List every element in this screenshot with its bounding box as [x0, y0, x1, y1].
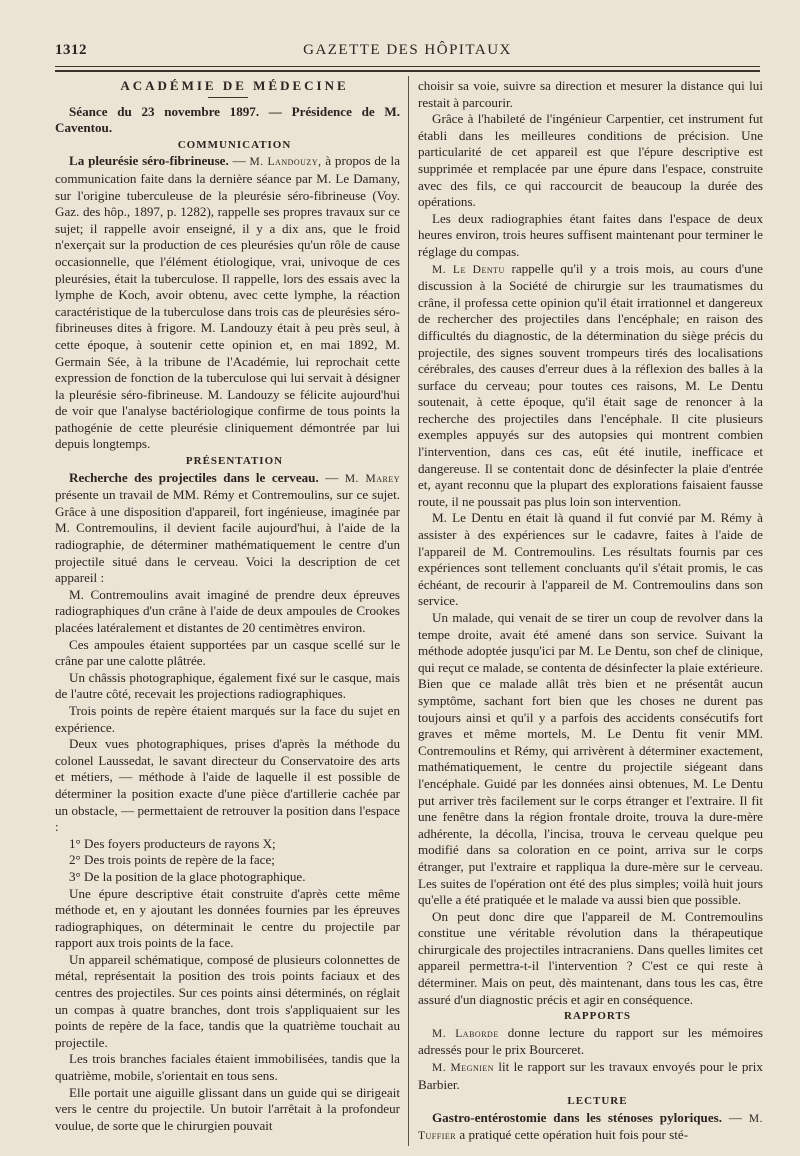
header-rule — [55, 66, 760, 67]
gastro-paragraph — [418, 1110, 763, 1145]
projectiles-author: M. Marey — [344, 472, 400, 485]
megnien-paragraph — [418, 1059, 763, 1093]
projectiles-title: Recherche des projectiles dans le cerveau. — [69, 469, 319, 485]
pleurisy-paragraph: La pleurésie séro-fibrineuse. — M. Landouzy, à propos de la communication faite dans la dernière séance par M. Le Damany, sur l'origine tuberculeuse de la pleurésie séro-fibrineuse (Voy. Gaz. des hôp., 1897, p. 1282), rappelle ses propres travaux sur ce sujet; il rappelle avoir enseigné, il y a dix ans, que le froid n'exerçait sur la production de ces pleurésies qu'un rôle de cause occasionnelle, que l'élément étiologique, vrai, univoque de ces pleurésies, était la tuberculose. Il rappelle, lors des essais avec la lymphe de Koch, avoir obtenu, avec cette lymphe, la réaction caractéristique de la tuberculose dans trois cas de pleurésies séro-fibrineuses dites à frigore. M. Landouzy était à peu près seul, à cette époque, à soutenir cette opinion et, en mai 1892, M. Germain Sée, à la tribune de l'Académie, lui reprochait cette expression de fonction de la tuberculose qui lui servait à désigner la pleurésie séro-fibrineuse. M. Landouzy se félicite aujourd'hui de voir que l'analyse bactériologique confirme de tous points la pathogénie de cette pleurésie cliniquement démontrée par lui depuis longtemps. — [55, 153, 401, 452]
dentu-text: rappelle qu'il y a trois mois, au cours d'une discussion à la Société de chirurgie sur les traumatismes du crâne, il professa cette opinion qu'il était irrationnel et dangereux de rechercher des projectiles dans l'encéphale; en raison des difficultés du diagnostic, de la détermination du siège précis du projectile, des signes souvent trompeurs tirés des localisations cérébrales, des causes d'erreur dues à la réflexion des balles à la surface du cerveau; pour toutes ces raisons, M. Le Dentu soutenait, à cette époque, qu'il était sage de renoncer à la recherche des projectiles dans l'encéphale. Il cite plusieurs exemples appuyés sur des autopsies qui montrent combien l'intervention, dans ces cas, eût été inutile, inefficace et dangereuse. Il se contentait donc de désinfecter la plaie d'entrée et, ayant reconnu que la plupart des explorations faisaient fausse route, il ne poussait pas plus loin son intervention. — [418, 260, 763, 509]
paragraph: Les trois branches faciales étaient immobilisées, tandis que la quatrième, mobile, s'orientait en tous sens. — [55, 1051, 400, 1084]
laborde-name: M. Laborde — [432, 1027, 499, 1040]
tuffier-text: a pratiqué cette opération huit fois pour sté- — [459, 1127, 689, 1143]
list-item: 2° Des trois points de repère de la face; — [69, 852, 275, 868]
presentation-heading: PRÉSENTATION — [185, 455, 284, 468]
paragraph: Deux vues photographiques, prises d'après la méthode du colonel Laussedat, le savant directeur du Conservatoire des arts et métiers, — méthode à l'aide de laquelle il est possible de déterminer la position exacte d'une pièce d'artillerie cachée par un obstacle, — permettaient de retrouver la position dans l'espace : — [55, 736, 400, 835]
list-item: 3° De la position de la glace photographique. — [69, 868, 306, 884]
dentu-name: M. Le Dentu — [432, 263, 505, 276]
paragraph: Les deux radiographies étant faites dans l'espace de deux heures environ, trois heures suffisent maintenant pour terminer le réglage du compas. — [418, 210, 763, 259]
pleurisy-text: à propos de la communication faite dans la dernière séance par M. Le Damany, sur l'origine tuberculeuse de la pleurésie séro-fibrineuse (Voy. Gaz. des hôp., 1897, p. 1282), rappelle ses propres travaux sur ce sujet; il rappelle avoir enseigné, il y a dix ans, que le froid n'exerçait sur la production de ces pleurésies qu'un rôle de cause occasionnelle, que l'élément étiologique, vrai, univoque de ces pleurésies, était la tuberculose. Il rappelle, lors des essais avec la lymphe de Koch, avoir obtenu, avec cette lymphe, la réaction caractéristique de la tuberculose dans trois cas de pleurésies séro-fibrineuses dites à frigore. M. Landouzy était à peu près seul, à cette époque, à soutenir cette opinion et, en mai 1892, M. Germain Sée, à la tribune de l'Académie, lui reprochait cette expression de fonction de la tuberculose qui lui servait à désigner la pleurésie séro-fibrineuse. M. Landouzy se félicite aujourd'hui de voir que l'analyse bactériologique confirme de tous points la pathogénie de cette pleurésie cliniquement démontrée par lui depuis longtemps. — [55, 153, 401, 452]
paragraph: Elle portait une aiguille glissant dans un guide qui se dirigeait vers le centre du projectile. Un butoir l'arrêtait à la profondeur voulue, de sorte que le chirurgien pouvait — [55, 1084, 400, 1133]
column-divider — [408, 76, 409, 1146]
lecture-heading: LECTURE — [567, 1095, 628, 1108]
paragraph: Grâce à l'habileté de l'ingénieur Carpentier, cet instrument fut établi dans les meilleures conditions de précision. Une particularité de cet appareil est que l'épure descriptive est supprimée et remplacée par une épure dans l'espace, construite avec des fils, ce qui raccourcit de beaucoup la durée des opérations. — [418, 111, 763, 210]
paragraph: Un appareil schématique, composé de plusieurs colonnettes de métal, représentait la position des trois points faciaux et des centres des projectiles. Sur ces points ainsi déterminés, on réglait un compas à quatre branches, dont trois s'appliquaient sur les points de repère de la face, tandis que la quatrième touchait au projectile. — [55, 951, 400, 1050]
right-column — [418, 78, 763, 1145]
pleurisy-title: La pleurésie séro-fibrineuse. — [69, 153, 229, 169]
header-rule-thick — [55, 70, 760, 72]
list-item: 1° Des foyers producteurs de rayons X; — [69, 835, 276, 851]
tuffier-name: M. Tuffier — [418, 1112, 763, 1143]
paragraph: Ces ampoules étaient supportées par un casque scellé sur le crâne par une calotte plâtrée. — [55, 636, 400, 669]
pleurisy-author: M. Landouzy, — [249, 156, 322, 169]
paragraph: M. Le Dentu en était là quand il fut convié par M. Rémy à assister à des expériences sur le cadavre, faites à l'aide de l'appareil de M. Contremoulins. Les résultats fournis par ces expériences sont tellement concluants qu'il s'était promis, le cas échéant, de recourir à l'appareil de M. Contremoulins dans son service. — [418, 510, 763, 609]
section-rule — [208, 97, 248, 98]
projectiles-text: présente un travail de MM. Rémy et Contremoulins, sur ce sujet. Grâce à une disposition d'appareil, fort ingénieuse, imaginée par M. Contremoulins, il devient facile aujourd'hui, à l'aide de la radiographie, de déterminer mathématiquement le centre d'un projectile situé dans le cerveau. Voici la description de cet appareil : — [55, 487, 400, 586]
page-header — [55, 40, 760, 66]
laborde-text: donne lecture du rapport sur les mémoires adressés pour le prix Bourceret. — [418, 1024, 764, 1058]
gastro-dash: — — [728, 1109, 742, 1125]
journal-title: GAZETTE DES HÔPITAUX — [303, 42, 512, 58]
left-column — [55, 78, 400, 1134]
paragraph: M. Contremoulins avait imaginé de prendre deux épreuves radiographiques d'un crâne à l'aide de deux ampoules de Crookes placées latéralement et distantes de 20 centimètres environ. — [55, 586, 400, 635]
projectiles-paragraph: Recherche des projectiles dans le cerveau. — M. Marey présente un travail de MM. Rémy et Contremoulins, sur ce sujet. Grâce à une disposition d'appareil, fort ingénieuse, imaginée par M. Contremoulins, il devient facile aujourd'hui, à l'aide de la radiographie, de déterminer mathématiquement le centre d'un projectile situé dans le cerveau. Voici la description de cet appareil : — [55, 469, 400, 586]
dentu-paragraph — [418, 261, 763, 511]
megnien-text: lit le rapport sur les travaux envoyés pour le prix Barbier. — [418, 1059, 763, 1092]
megnien-name: M. Megnien — [432, 1062, 495, 1075]
communication-heading: COMMUNICATION — [177, 138, 292, 151]
page-number: 1312 — [55, 42, 87, 58]
paragraph: Une épure descriptive était construite d'après cette même méthode et, en y ajoutant les données fournies par les épreuves radiographiques, on déterminait le centre du projectile par rapport aux trois points de la face. — [55, 885, 400, 951]
paragraph: On peut donc dire que l'appareil de M. Contremoulins constitue une véritable révolution dans la thérapeutique chirurgicale des projectiles intracraniens. Dans quelles limites cet appareil permettra-t-il l'intervention ? C'est ce qui reste à déterminer. Mais on peut, dès maintenant, dans tous les cas, être assuré d'un diagnostic précis et agir en conséquence. — [418, 908, 763, 1007]
session-line: Séance du 23 novembre 1897. — Présidence de M. Caventou. — [55, 103, 400, 136]
section-title: ACADÉMIE DE MÉDECINE — [120, 78, 349, 93]
laborde-paragraph — [418, 1025, 763, 1059]
paragraph: choisir sa voie, suivre sa direction et mesurer la distance qui lui restait à parcourir. — [418, 78, 763, 110]
rapports-heading: RAPPORTS — [564, 1010, 631, 1023]
gastro-title: Gastro-entérostomie dans les sténoses pyloriques. — [432, 1109, 723, 1125]
paragraph: Un châssis photographique, également fixé sur le casque, mais de l'autre côté, recevait les projections radiographiques. — [55, 669, 400, 702]
paragraph: Un malade, qui venait de se tirer un coup de revolver dans la tempe droite, avait été amené dans son service. Suivant la méthode adoptée jusqu'ici par M. Le Dentu, son chef de clinique, qui reçut ce malade, se contenta de désinfecter la plaie extérieure. Bien que ce malade allât très bien et ne présentât aucun symptôme, sachant fort bien que les choses ne durent pas toujours ainsi et qu'il y a parfois des accidents consécutifs fort graves et même mortels, M. Le Dentu fit venir MM. Contremoulins et Rémy, qui arrivèrent à déterminer exactement, mathématiquement, le centre du projectile siégeant dans l'encéphale. Guidé par les données ainsi obtenues, M. Le Dentu put arriver très facilement sur le corps étranger et l'extraire. Il fit une fenêtre dans la région frontale droite, trouva la dure-mère adhérente, la décolla, l'incisa, trouva le cerveau quelque peu modifié dans sa coloration en ce point, arriva sur le corps étranger, put l'extraire et rappliqua la dure-mère sur le cerveau. Les suites de l'opération ont été des plus simples; voilà huit jours qu'elle a été pratiquée et le malade va aussi bien que possible. — [418, 610, 763, 908]
paragraph: Trois points de repère étaient marqués sur la face du sujet en expérience. — [55, 702, 400, 735]
